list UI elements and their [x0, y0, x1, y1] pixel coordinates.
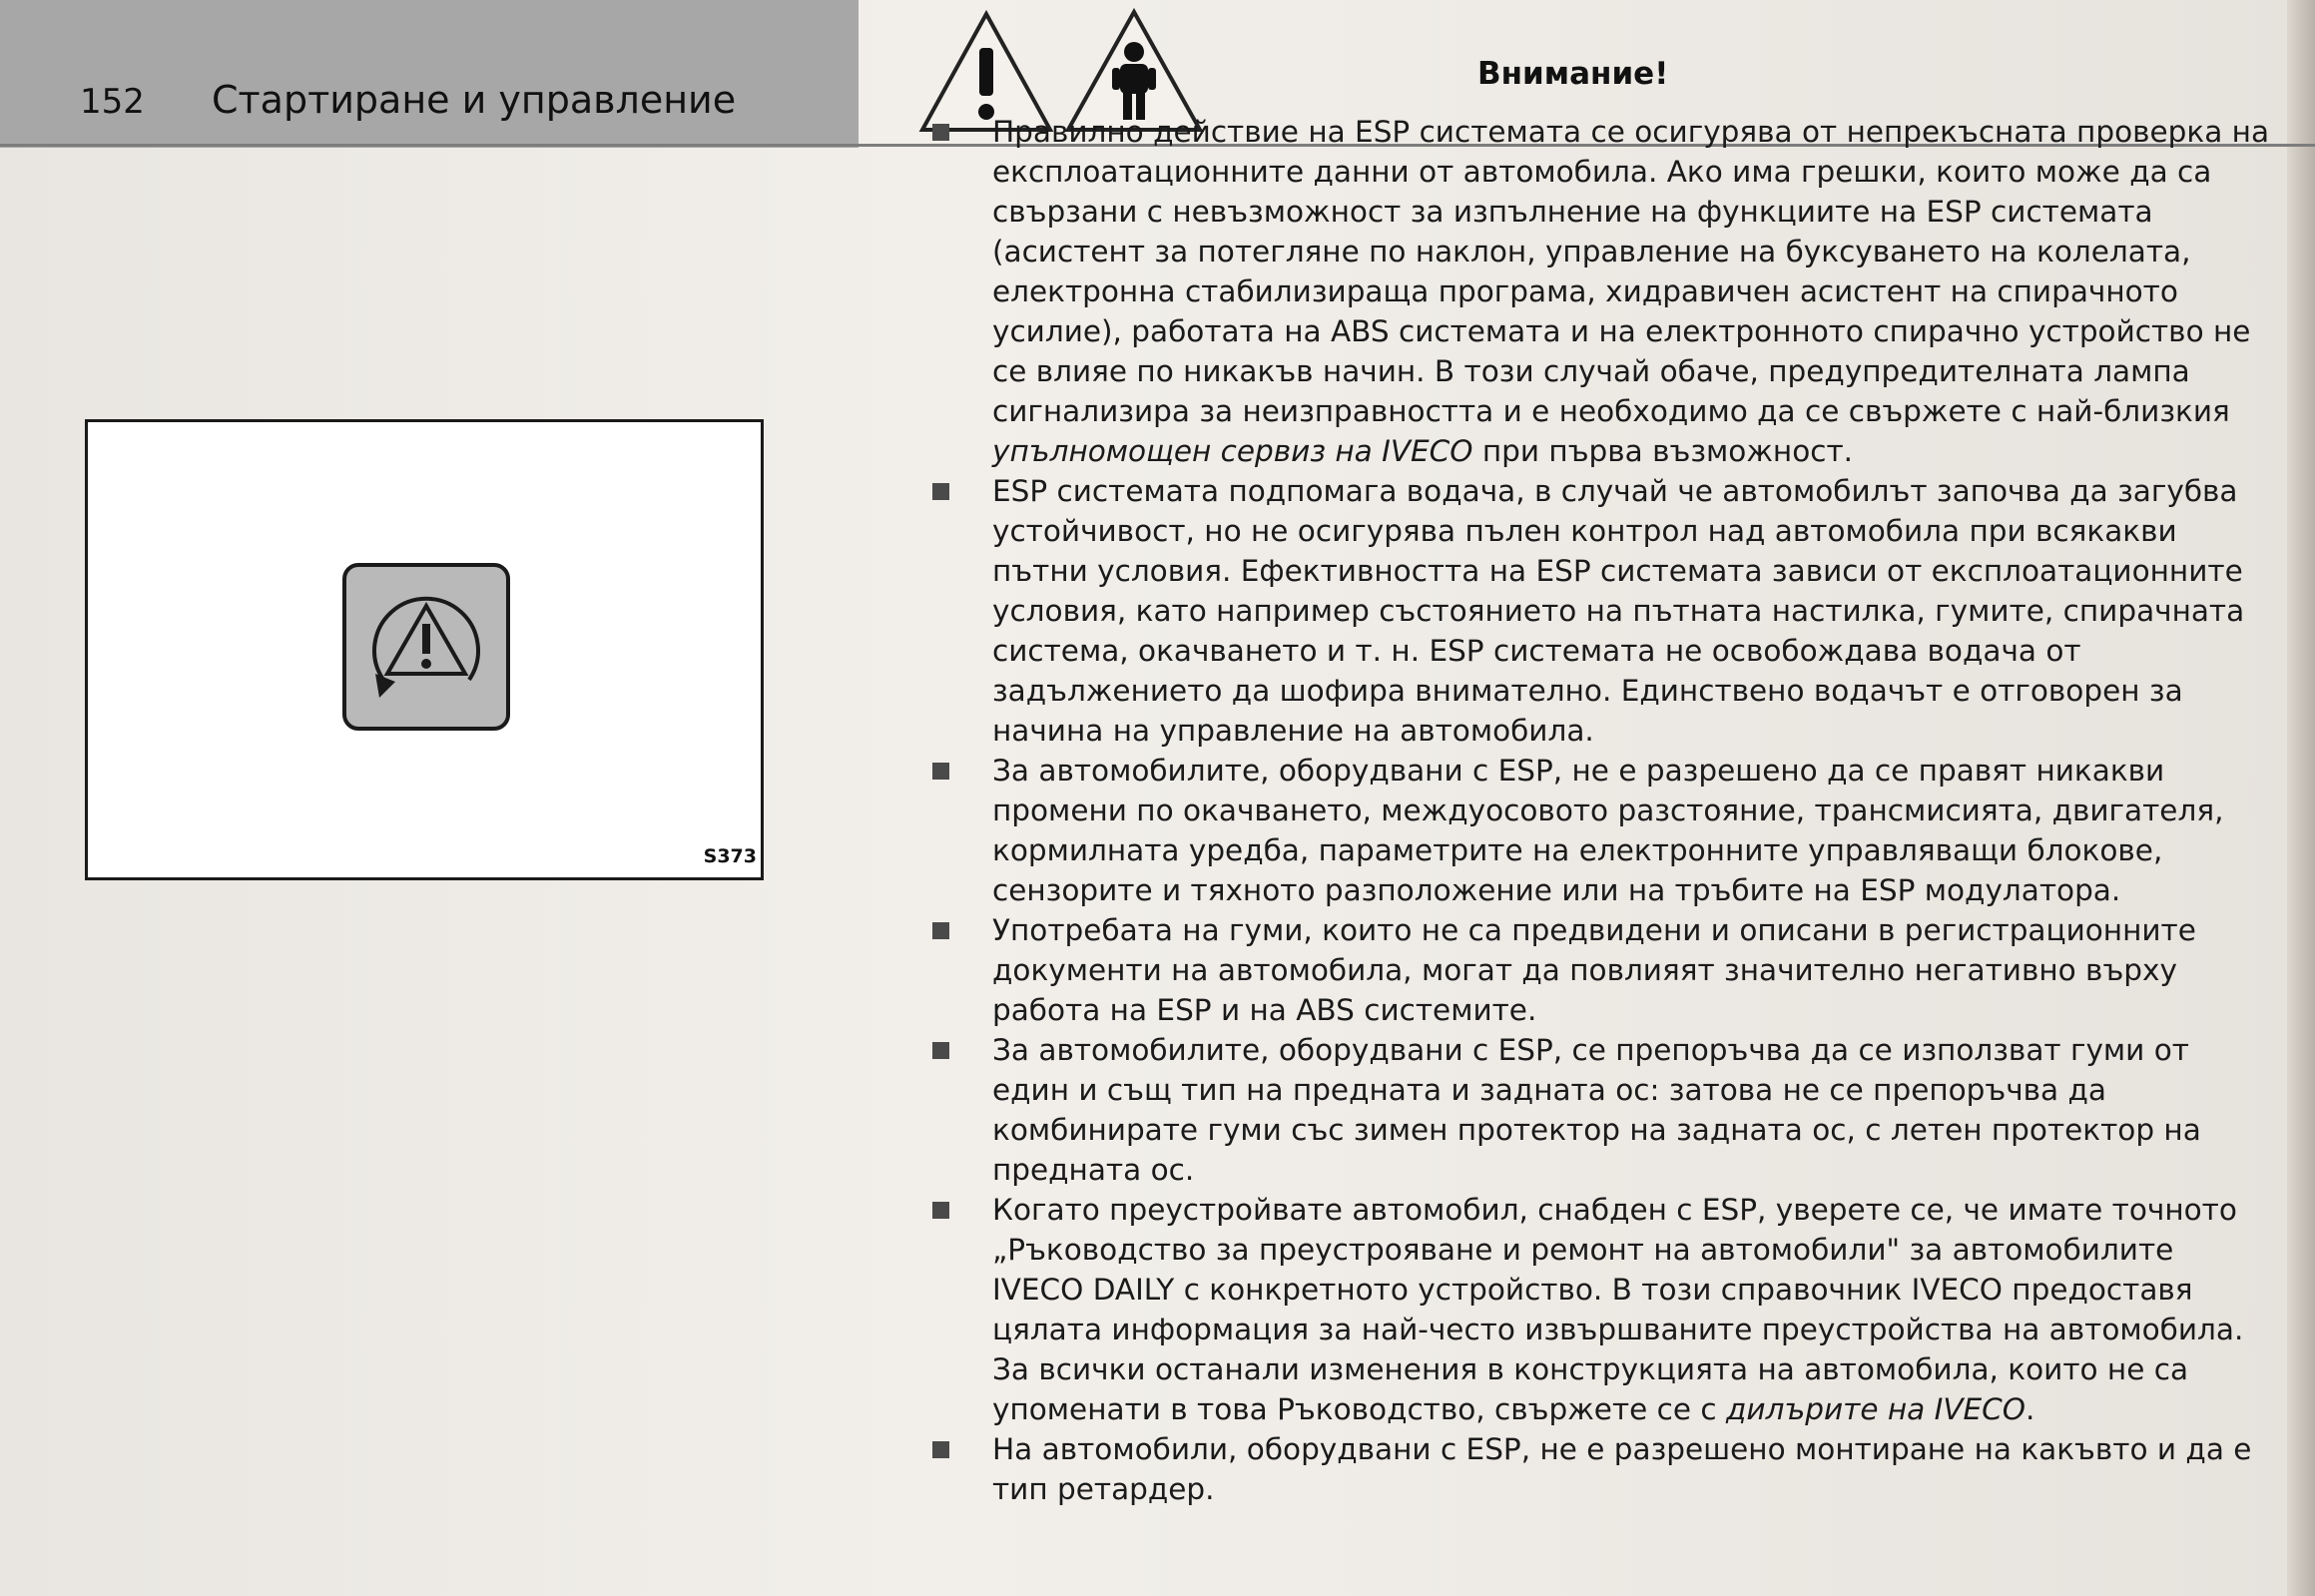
square-bullet-icon	[932, 124, 949, 141]
warning-item	[928, 1429, 2271, 1509]
warning-text: ESP системата подпомага водача, в случай че автомобилът започва да загубва устойчивост, но не осигурява пълен контрол над автомобила при всякакви пътни условия. Ефективността на ESP системата зависи от експлоатационните условия, като например състоянието на пътната настилка, гумите, спирачната система, окачването и т. н. ESP системата не освобождава водача от задължението да шофира внимателно. Единствено водачът е отговорен за начина на управление на автомобила.	[992, 474, 2245, 748]
figure-esp-lamp	[85, 419, 764, 880]
warning-item	[928, 910, 2271, 1030]
square-bullet-icon	[932, 1042, 949, 1059]
caution-title: Внимание!	[1477, 56, 1669, 92]
square-bullet-icon	[932, 1441, 949, 1458]
section-title: Стартиране и управление	[212, 78, 737, 122]
square-bullet-icon	[932, 483, 949, 500]
warning-list	[928, 112, 2271, 1509]
warning-item	[928, 751, 2271, 910]
warning-text: За автомобилите, оборудвани с ESP, се препоръчва да се използват гуми от един и същ тип на предната и задната ос: затова не се препоръчва да комбинирате гуми със зимен протектор на задната ос, с летен протектор на предната ос.	[992, 1033, 2201, 1187]
header-band	[0, 0, 859, 148]
warning-item	[928, 1030, 2271, 1190]
warning-item	[928, 471, 2271, 751]
warning-text: Когато преустройвате автомобил, снабден с ESP, уверете се, че имате точното „Ръководство за преустрояване и ремонт на автомобили" за автомобилите IVECO DAILY с конкретното устройство. В този справочник IVECO предоставя цялата информация за най-често извършваните преустройства на автомобила. За всички останали изменения в конструкцията на автомобила, които не са упоменати в това Ръководство, свържете се с дилърите на IVECO.	[992, 1193, 2244, 1426]
warning-text: Употребата на гуми, които не са предвидени и описани в регистрационните документи на автомобила, могат да повлияят значително негативно върху работа на ESP и на ABS системите.	[992, 913, 2196, 1027]
square-bullet-icon	[932, 1202, 949, 1219]
figure-code: S373	[703, 845, 757, 867]
warning-text: За автомобилите, оборудвани с ESP, не е разрешено да се правят никакви промени по окачването, междуосовото разстояние, трансмисията, двигателя, кормилната уредба, параметрите на електронните управляващи блокове, сензорите и тяхното разположение или на тръбите на ESP модулатора.	[992, 754, 2224, 907]
square-bullet-icon	[932, 922, 949, 939]
page-number: 152	[80, 82, 145, 122]
warning-item	[928, 1190, 2271, 1429]
page-edge-shadow	[2287, 0, 2315, 1596]
esp-warning-lamp-icon	[341, 562, 511, 732]
square-bullet-icon	[932, 763, 949, 780]
warning-item	[928, 112, 2271, 471]
warning-text: На автомобили, оборудвани с ESP, не е разрешено монтиране на какъвто и да е тип ретардер.	[992, 1432, 2252, 1506]
warning-text: Правилно действие на ESP системата се осигурява от непрекъсната проверка на експлоатационните данни от автомобила. Ако има грешки, които може да са свързани с невъзможност за изпълнение на функциите на ESP системата (асистент за потегляне по наклон, управление на буксуването на колелата, електронна стабилизираща програма, хидравичен асистент на спирачното усилие), работата на ABS системата и на електронното спирачно устройство не се влияе по никакъв начин. В този случай обаче, предупредителната лампа сигнализира за неизправността и е необходимо да се свържете с най-близкия упълномощен сервиз на IVECO при първа възможност.	[992, 115, 2270, 468]
